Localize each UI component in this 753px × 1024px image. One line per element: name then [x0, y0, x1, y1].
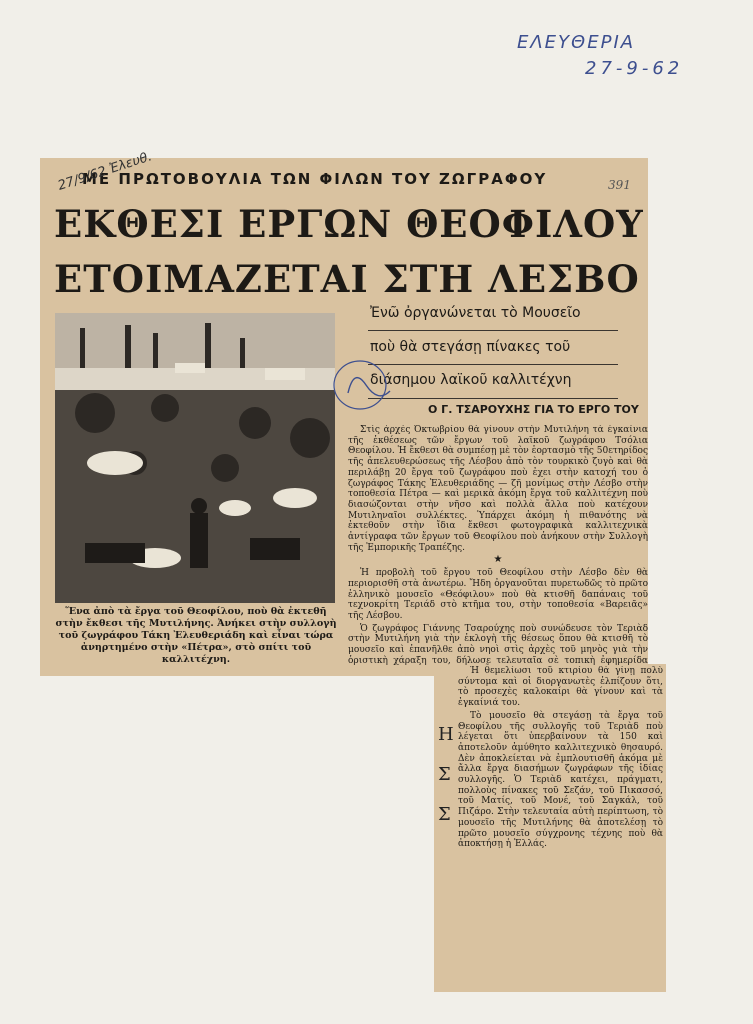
body-paragraph: Τὸ μουσεῖο θὰ στεγάσῃ τὰ ἔργα τοῦ Θεοφίλου τῆς συλλογῆς τοῦ Τεριὰδ ποὺ λέγεται ὅτι ὑπερβαίνουν τὰ 150 καὶ ἀποτελοῦν ἀμύθητο καλλιτεχνικὸ θησαυρό. Δὲν ἀποκλείεται νὰ ἐμπλουτισθῆ ἀκόμα μὲ ἄλλα ἔργα διασήμων ζωγράφων τῆς ἰδίας συλλογῆς. Ὁ Τεριὰδ κατέχει, πράγματι, πολλοὺς πίνακες τοῦ Σεζάν, τοῦ Πικασσό, τοῦ Ματίς, τοῦ Μονέ, τοῦ Σαγκάλ, τοῦ Πιζάρο. Στὴν τελευταία αὐτὴ περίπτωση, τὸ μουσεῖο τῆς Μυτιλήνης θὰ ἀποτελέσῃ τὸ πρῶτο μουσεῖο σύγχρονης τέχνης ποὺ θὰ ἀποκτήσῃ ἡ Ἑλλάς. — [458, 710, 663, 850]
body-paragraph: Στὶς ἀρχὲς Ὀκτωβρίου θὰ γίνουν στὴν Μυτιλήνη τὰ ἐγκαίνια τῆς ἐκθέσεως τῶν ἔργων τοῦ λαϊκοῦ ζωγράφου Τσόλια Θεοφίλου. Ἡ ἔκθεσι θὰ συμπέσῃ μὲ τὸν ἑορτασμὸ τῆς 50ετηρίδος τῆς ἀπελευθερώσεως τῆς Λέσβου ἀπὸ τὸν τουρκικὸ ζυγὸ καὶ θὰ περιλάβῃ 20 ἔργα τοῦ ζωγράφου ποὺ ἐχει στὴν κατοχή του ὁ ζωγράφος Τάκης Ἐλευθεριάδης — ζῆ μονίμως στὴν Λέσβο στὴν τοποθεσία Πέτρα — καὶ μερικὰ ἀκόμη ἔργα τοῦ καλλιτέχνη ποὺ διασώζονται στὴν νῆσο καὶ πολλὰ ἄλλα ποὺ κατέχουν Μυτιληναῖοι συλλέκτες. Ὑπάρχει ἀκόμη ἡ πιθανότης νὰ ἐκτεθοῦν στὴν ἴδια ἔκθεσι φωτογραφικὰ καλλιτεχνικὰ ἀντίγραφα τῶν ἔργων τοῦ Θεοφίλου ποὺ ἀνήκουν στὴν Συλλογὴ τῆς Ἐμπορικῆς Τραπέζης. — [348, 425, 648, 553]
subhead-line-1: Ἐνῶ ὀργανώνεται τὸ Μουσεῖο — [370, 305, 581, 321]
handwritten-initials — [330, 355, 410, 415]
section-separator: ★ — [493, 554, 503, 566]
article-body-column-2 — [458, 666, 663, 988]
handwritten-date: 27-9-62 — [585, 58, 684, 79]
handwritten-newspaper-name: ΕΛΕΥΘΕΡΙΑ — [517, 32, 636, 53]
fragment-letter: Σ — [438, 764, 451, 785]
subhead-rule — [368, 330, 618, 331]
image-caption: Ἕνα ἀπὸ τὰ ἔργα τοῦ Θεοφίλου, ποὺ θὰ ἐκτεθῆ στὴν ἔκθεσι τῆς Μυτιλήνης. Ἀνήκει στὴν συλλογὴ τοῦ ζωγράφου Τάκη Ἐλευθεριάδη καὶ εἶναι τώρα ἀνηρτημένο στὴν «Πέτρα», στὸ σπίτι τοῦ καλλιτέχνη. — [55, 606, 337, 665]
article-body-column-1 — [348, 425, 648, 665]
headline-line-2: ΕΤΟΙΜΑΖΕΤΑΙ ΣΤΗ ΛΕΣΒΟ — [54, 257, 640, 301]
body-paragraph: Ἡ προβολὴ τοῦ ἔργου τοῦ Θεοφίλου στὴν Λέσβο δὲν θὰ περιορισθῆ στὰ ἀνωτέρω. Ἤδη ὀργανοῦται πυρετωδῶς τὸ πρῶτο ἑλληνικὸ μουσεῖο «Θεόφιλου» ποὺ θὰ κτισθῆ δαπάναις τοῦ τεχνοκρίτη Τεριάδ στὸ κτῆμα του, στὴν τοποθεσία «Βαρειᾶς» τῆς Λέσβου. — [348, 568, 648, 621]
adjacent-column-fragment — [438, 715, 454, 835]
page-number: 391 — [608, 178, 631, 192]
kicker: ΜΕ ΠΡΩΤΟΒΟΥΛΙΑ ΤΩΝ ΦΙΛΩΝ ΤΟΥ ΖΩΓΡΑΦΟΥ — [82, 170, 548, 188]
headline-line-1: ΕΚΘΕΣΙ ΕΡΓΩΝ ΘΕΟΦΙΛΟΥ — [54, 202, 644, 246]
byline: Ο Γ. ΤΣΑΡΟΥΧΗΣ ΓΙΑ ΤΟ ΕΡΓΟ ΤΟΥ — [428, 403, 639, 416]
fragment-letter: Σ — [438, 804, 451, 825]
subhead-line-3: διάσημου λαϊκοῦ καλλιτέχνη — [370, 372, 572, 388]
fragment-letter: Η — [438, 724, 454, 745]
archive-stamp: 27/9/62 Ἐλευθ. — [56, 149, 154, 194]
body-paragraph: Ὁ ζωγράφος Γιάννης Τσαρούχης ποὺ συνώδευσε τὸν Τεριὰδ στὴν Μυτιλήνη γιὰ τὴν ἐκλογὴ τῆς θέσεως ὅπου θὰ κτισθῆ τὸ μουσεῖο καὶ ἐπανῆλθε ἀπὸ νηοὶ στὶς ἀρχὲς τοῦ μηνὸς γιὰ τὴν ὁριστικὴ χάραξη του, δήλωσε τελευταῖα σὲ τοπικὴ ἐφημερίδα — [348, 623, 648, 665]
subhead-line-2: ποὺ θὰ στεγάσῃ πίνακες τοῦ — [370, 339, 571, 355]
body-paragraph: Ἡ θεμελίωσι τοῦ κτιρίου θὰ γίνῃ πολὺ σύντομα καὶ οἱ διοργανωτὲς ἐλπίζουν ὅτι, τὸ προσεχὲς καλοκαίρι θὰ γίνουν καὶ τὰ ἐγκαίνιά του. — [458, 666, 663, 709]
painting-photo — [55, 313, 335, 603]
